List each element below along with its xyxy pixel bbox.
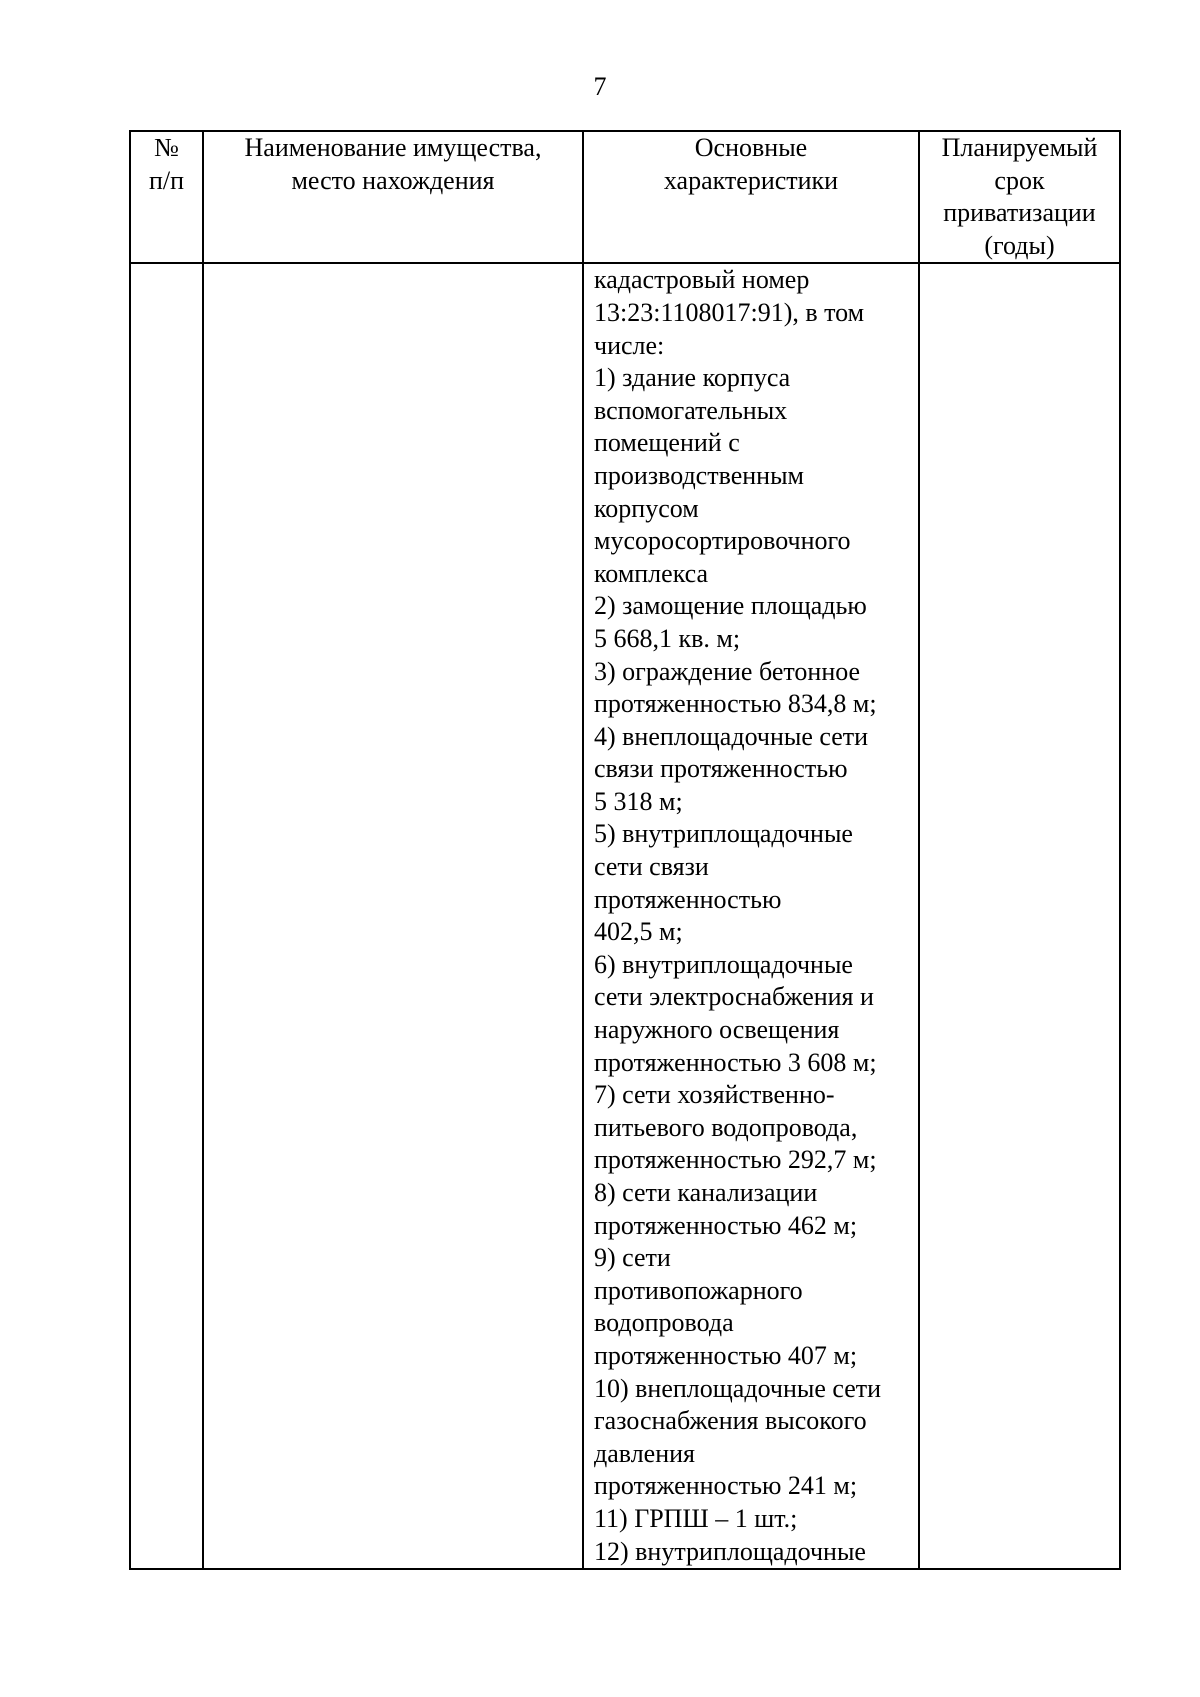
cell-name — [203, 263, 583, 1569]
header-num-line: п/п — [148, 165, 185, 195]
characteristics-line: 7) сети хозяйственно- — [594, 1080, 835, 1110]
characteristics-line: вспомогательных — [594, 395, 788, 425]
cell-characteristics — [583, 263, 919, 1569]
characteristics-line: противопожарного — [594, 1275, 803, 1305]
cell-num — [130, 263, 203, 1569]
header-name-line: место нахождения — [291, 165, 495, 195]
characteristics-line: 11) ГРПШ – 1 шт.; — [594, 1503, 798, 1533]
cell-term — [919, 263, 1120, 1569]
header-characteristics — [583, 131, 919, 263]
characteristics-line: протяженностью 241 м; — [594, 1471, 858, 1501]
header-name — [203, 131, 583, 263]
characteristics-line: наружного освещения — [594, 1015, 840, 1045]
table-row — [130, 263, 1120, 1569]
header-name-line: Наименование имущества, — [244, 133, 542, 162]
header-characteristics-line: характеристики — [663, 165, 839, 195]
characteristics-line: 2) замощение площадью — [594, 591, 867, 621]
characteristics-line: 13:23:1108017:91), в том — [594, 297, 865, 327]
characteristics-line: протяженностью 834,8 м; — [594, 689, 877, 719]
characteristics-line: 6) внутриплощадочные — [594, 949, 853, 979]
characteristics-line: корпусом — [594, 493, 699, 523]
characteristics-line: сети связи — [594, 852, 709, 882]
characteristics-line: 5) внутриплощадочные — [594, 819, 853, 849]
characteristics-line: 5 318 м; — [594, 786, 683, 816]
characteristics-line: 5 668,1 кв. м; — [594, 623, 741, 653]
characteristics-line: водопровода — [594, 1308, 734, 1338]
header-term — [919, 131, 1120, 263]
characteristics-line: помещений с — [594, 428, 740, 458]
page-number: 7 — [593, 72, 607, 101]
characteristics-line: 4) внеплощадочные сети — [594, 721, 869, 751]
characteristics-line: мусоросортировочного — [594, 526, 851, 556]
characteristics-line: протяженностью 292,7 м; — [594, 1145, 877, 1175]
characteristics-line: протяженностью 3 608 м; — [594, 1047, 877, 1077]
characteristics-line: протяженностью 407 м; — [594, 1340, 858, 1370]
privatization-table — [129, 130, 1121, 1570]
characteristics-line: комплекса — [594, 558, 709, 588]
characteristics-line: 1) здание корпуса — [594, 363, 791, 393]
header-num — [130, 131, 203, 263]
characteristics-line: 3) ограждение бетонное — [594, 656, 861, 686]
characteristics-text — [594, 264, 918, 1568]
characteristics-line: 9) сети — [594, 1243, 671, 1273]
characteristics-line: протяженностью 462 м; — [594, 1210, 858, 1240]
header-num-line: № — [154, 133, 179, 162]
characteristics-line: производственным — [594, 460, 804, 490]
characteristics-line: 12) внутриплощадочные — [594, 1536, 866, 1566]
characteristics-line: 402,5 м; — [594, 917, 683, 947]
characteristics-line: числе: — [594, 330, 665, 360]
table-header-row — [130, 131, 1120, 263]
header-term-line: Планируемый — [941, 133, 1098, 162]
header-term-line: срок — [994, 165, 1045, 195]
characteristics-line: 8) сети канализации — [594, 1178, 818, 1207]
characteristics-line: кадастровый номер — [594, 265, 810, 295]
header-characteristics-line: Основные — [694, 133, 808, 162]
characteristics-line: питьевого водопровода, — [594, 1112, 858, 1142]
header-term-line: (годы) — [984, 230, 1055, 260]
characteristics-line: сети электроснабжения и — [594, 982, 874, 1012]
characteristics-line: протяженностью — [594, 884, 782, 914]
header-term-line: приватизации — [943, 198, 1096, 228]
characteristics-line: газоснабжения высокого — [594, 1406, 867, 1436]
characteristics-line: 10) внеплощадочные сети — [594, 1373, 882, 1403]
characteristics-line: давления — [594, 1438, 696, 1468]
characteristics-line: связи протяженностью — [594, 754, 848, 784]
